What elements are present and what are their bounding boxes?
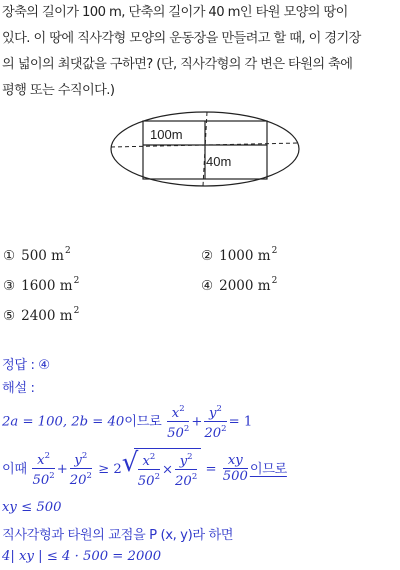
- question-line-3: 의 넓이의 최댓값을 구하면? (단, 직사각형의 각 변은 타원의 축에: [2, 57, 353, 72]
- option-3[interactable]: ③ 1600 $m^2$: [3, 276, 80, 294]
- option-5[interactable]: ⑤ 2400 $m^2$: [3, 306, 80, 324]
- explanation-label: 해설 :: [2, 381, 35, 396]
- question-line-1: 장축의 길이가 100 m, 단축의 길이가 40 m인 타원 모양의 땅이: [2, 5, 348, 20]
- equation-line-4: 직사각형과 타원의 교점을 P (x, y)라 하면: [2, 528, 234, 543]
- question-line-4: 평행 또는 수직이다.): [2, 83, 115, 98]
- label-100m: 100m: [150, 127, 183, 142]
- answer-line: 정답 : ④: [2, 358, 50, 373]
- label-40m: 40m: [206, 154, 232, 169]
- option-4[interactable]: ④ 2000 $m^2$: [201, 276, 278, 294]
- question-line-2: 있다. 이 땅에 직사각형 모양의 운동장을 만들려고 할 때, 이 경기장: [2, 31, 361, 46]
- equation-line-2: 이때 $\frac{x^2}{50^2}$ + $\frac{y^2}{20^2}$ ≥ 2 √ $\frac{x^2}{50^2}$ × $\frac{y^2}{20^2}$ = $\frac{xy}{500}$ 이므로: [2, 448, 287, 489]
- ellipse-rectangle-figure: [110, 110, 300, 188]
- option-1[interactable]: ① 500 $m^2$: [3, 246, 71, 264]
- equation-line-5: 4| xy | ≤ 4 · 500 = 2000: [2, 549, 162, 564]
- equation-line-3: xy ≤ 500: [2, 500, 62, 515]
- equation-line-1: 2a = 100, 2b = 40이므로 $\frac{x^2}{50^2}$ + $\frac{y^2}{20^2}$ = 1: [2, 404, 253, 441]
- option-2[interactable]: ② 1000 $m^2$: [201, 246, 278, 264]
- question-text: [2, 0, 398, 104]
